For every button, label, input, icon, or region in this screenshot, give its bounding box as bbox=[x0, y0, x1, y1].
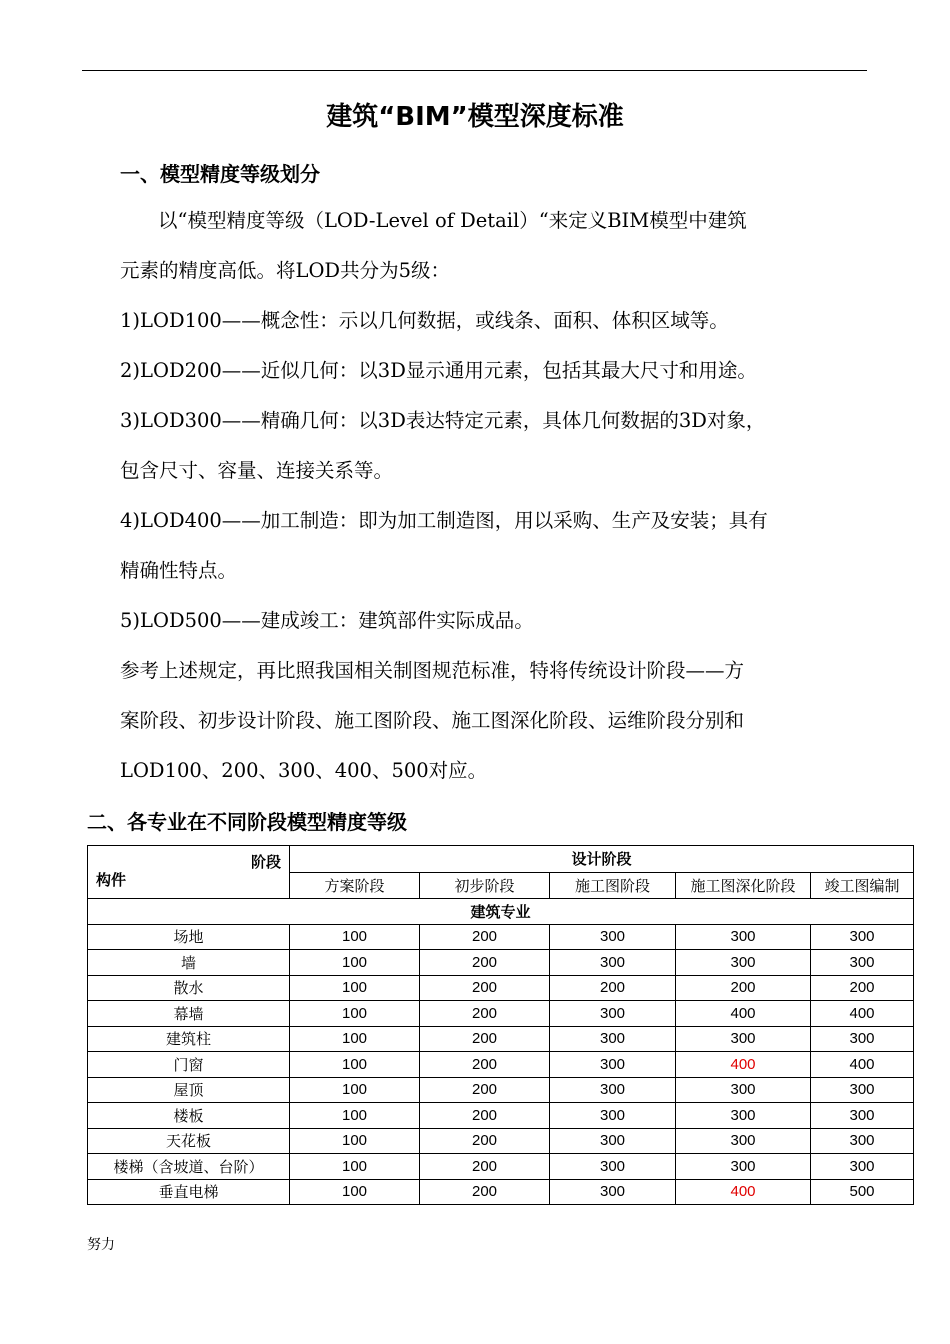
lod-value-cell: 100 bbox=[290, 1179, 420, 1205]
lod-value-cell: 400 bbox=[811, 1052, 914, 1078]
lod-value-cell: 300 bbox=[550, 950, 676, 976]
lod-value-cell: 400 bbox=[676, 1052, 811, 1078]
lod-value-cell: 200 bbox=[420, 1154, 550, 1180]
lod-value-cell: 200 bbox=[550, 975, 676, 1001]
table-row bbox=[88, 1026, 914, 1052]
lod-value-cell: 300 bbox=[676, 1077, 811, 1103]
table-row bbox=[88, 1154, 914, 1180]
footer-text: 努力 bbox=[87, 1237, 115, 1253]
component-name-cell: 屋顶 bbox=[88, 1077, 290, 1103]
lod500-line: 5)LOD500——建成竣工：建筑部件实际成品。 bbox=[120, 609, 534, 632]
lod-value-cell: 300 bbox=[676, 1103, 811, 1129]
component-name-cell: 场地 bbox=[88, 924, 290, 950]
lod-value-cell: 300 bbox=[550, 1154, 676, 1180]
reference-line-2: 案阶段、初步设计阶段、施工图阶段、施工图深化阶段、运维阶段分别和 bbox=[120, 709, 745, 732]
section1-body bbox=[120, 196, 840, 796]
lod-value-cell: 300 bbox=[550, 1103, 676, 1129]
lod400-line-2: 精确性特点。 bbox=[120, 559, 238, 582]
component-name-cell: 幕墙 bbox=[88, 1001, 290, 1027]
lod-value-cell: 300 bbox=[676, 950, 811, 976]
lod-value-cell: 300 bbox=[676, 924, 811, 950]
lod-value-cell: 400 bbox=[676, 1179, 811, 1205]
lod-value-cell: 100 bbox=[290, 1128, 420, 1154]
lod-value-cell: 300 bbox=[811, 1154, 914, 1180]
lod-value-cell: 400 bbox=[676, 1001, 811, 1027]
lod-value-cell: 200 bbox=[420, 1077, 550, 1103]
lod-value-cell: 200 bbox=[676, 975, 811, 1001]
lod-value-cell: 100 bbox=[290, 1052, 420, 1078]
discipline-row bbox=[88, 899, 914, 925]
lod-value-cell: 400 bbox=[811, 1001, 914, 1027]
lod-value-cell: 100 bbox=[290, 1103, 420, 1129]
table-header-row-1 bbox=[88, 846, 914, 873]
lod-value-cell: 300 bbox=[811, 924, 914, 950]
lod-value-cell: 200 bbox=[420, 924, 550, 950]
lod-value-cell: 200 bbox=[811, 975, 914, 1001]
lod-value-cell: 300 bbox=[811, 1128, 914, 1154]
stage-header: 施工图阶段 bbox=[550, 872, 676, 899]
lod-value-cell: 200 bbox=[420, 1001, 550, 1027]
table-row bbox=[88, 975, 914, 1001]
component-name-cell: 散水 bbox=[88, 975, 290, 1001]
lod-value-cell: 500 bbox=[811, 1179, 914, 1205]
lod-value-cell: 100 bbox=[290, 1077, 420, 1103]
lod-value-cell: 300 bbox=[550, 1128, 676, 1154]
lod300-line-1: 3)LOD300——精确几何：以3D表达特定元素，具体几何数据的3D对象， bbox=[120, 409, 766, 432]
lod300-line-2: 包含尺寸、容量、连接关系等。 bbox=[120, 459, 394, 482]
section2-heading: 二、各专业在不同阶段模型精度等级 bbox=[87, 810, 407, 834]
corner-stage-label: 阶段 bbox=[250, 853, 281, 871]
lod-value-cell: 300 bbox=[550, 924, 676, 950]
component-name-cell: 门窗 bbox=[88, 1052, 290, 1078]
stage-header: 方案阶段 bbox=[290, 872, 420, 899]
component-name-cell: 垂直电梯 bbox=[88, 1179, 290, 1205]
lod-value-cell: 200 bbox=[420, 1052, 550, 1078]
stage-header: 竣工图编制 bbox=[811, 872, 914, 899]
lod-value-cell: 100 bbox=[290, 1026, 420, 1052]
lod400-line-1: 4)LOD400——加工制造：即为加工制造图，用以采购、生产及安装；具有 bbox=[120, 509, 768, 532]
table-row bbox=[88, 1077, 914, 1103]
component-name-cell: 楼梯（含坡道、台阶） bbox=[88, 1154, 290, 1180]
table-row bbox=[88, 1179, 914, 1205]
reference-line-1: 参考上述规定，再比照我国相关制图规范标准，特将传统设计阶段——方 bbox=[120, 659, 745, 682]
discipline-header: 建筑专业 bbox=[88, 899, 914, 925]
design-stage-header: 设计阶段 bbox=[290, 846, 914, 873]
document-title: 建筑“BIM”模型深度标准 bbox=[326, 102, 624, 132]
table-row bbox=[88, 1052, 914, 1078]
intro-line-1: 以“模型精度等级（LOD-Level of Detail）“来定义BIM模型中建筑 bbox=[158, 209, 747, 232]
lod-value-cell: 100 bbox=[290, 950, 420, 976]
lod-table bbox=[87, 845, 914, 1205]
stage-header: 施工图深化阶段 bbox=[676, 872, 811, 899]
lod-value-cell: 300 bbox=[676, 1154, 811, 1180]
stage-header: 初步阶段 bbox=[420, 872, 550, 899]
table-row bbox=[88, 1001, 914, 1027]
lod-value-cell: 300 bbox=[811, 1077, 914, 1103]
lod-value-cell: 200 bbox=[420, 1128, 550, 1154]
lod-value-cell: 200 bbox=[420, 950, 550, 976]
lod-value-cell: 100 bbox=[290, 924, 420, 950]
header-rule bbox=[82, 70, 867, 71]
table-row bbox=[88, 1103, 914, 1129]
lod-value-cell: 100 bbox=[290, 975, 420, 1001]
lod-value-cell: 300 bbox=[550, 1052, 676, 1078]
table-row bbox=[88, 924, 914, 950]
table-corner-cell bbox=[88, 846, 290, 899]
lod-value-cell: 200 bbox=[420, 1179, 550, 1205]
lod-value-cell: 300 bbox=[550, 1077, 676, 1103]
reference-line-3: LOD100、200、300、400、500对应。 bbox=[120, 759, 488, 782]
lod-value-cell: 300 bbox=[550, 1179, 676, 1205]
component-name-cell: 天花板 bbox=[88, 1128, 290, 1154]
lod-value-cell: 300 bbox=[676, 1128, 811, 1154]
section1-heading: 一、模型精度等级划分 bbox=[120, 162, 320, 186]
lod-value-cell: 100 bbox=[290, 1001, 420, 1027]
lod-value-cell: 300 bbox=[550, 1001, 676, 1027]
lod-value-cell: 300 bbox=[811, 1026, 914, 1052]
lod-value-cell: 300 bbox=[676, 1026, 811, 1052]
intro-line-2: 元素的精度高低。将LOD共分为5级： bbox=[120, 259, 450, 282]
lod100-line: 1)LOD100——概念性：示以几何数据，或线条、面积、体积区域等。 bbox=[120, 309, 729, 332]
lod-value-cell: 200 bbox=[420, 1026, 550, 1052]
corner-component-label: 构件 bbox=[96, 871, 127, 889]
lod-value-cell: 200 bbox=[420, 975, 550, 1001]
lod200-line: 2)LOD200——近似几何：以3D显示通用元素，包括其最大尺寸和用途。 bbox=[120, 359, 757, 382]
table-row bbox=[88, 950, 914, 976]
table-row bbox=[88, 1128, 914, 1154]
lod-value-cell: 300 bbox=[550, 1026, 676, 1052]
lod-value-cell: 300 bbox=[811, 1103, 914, 1129]
component-name-cell: 墙 bbox=[88, 950, 290, 976]
lod-value-cell: 300 bbox=[811, 950, 914, 976]
lod-value-cell: 100 bbox=[290, 1154, 420, 1180]
lod-value-cell: 200 bbox=[420, 1103, 550, 1129]
component-name-cell: 建筑柱 bbox=[88, 1026, 290, 1052]
component-name-cell: 楼板 bbox=[88, 1103, 290, 1129]
